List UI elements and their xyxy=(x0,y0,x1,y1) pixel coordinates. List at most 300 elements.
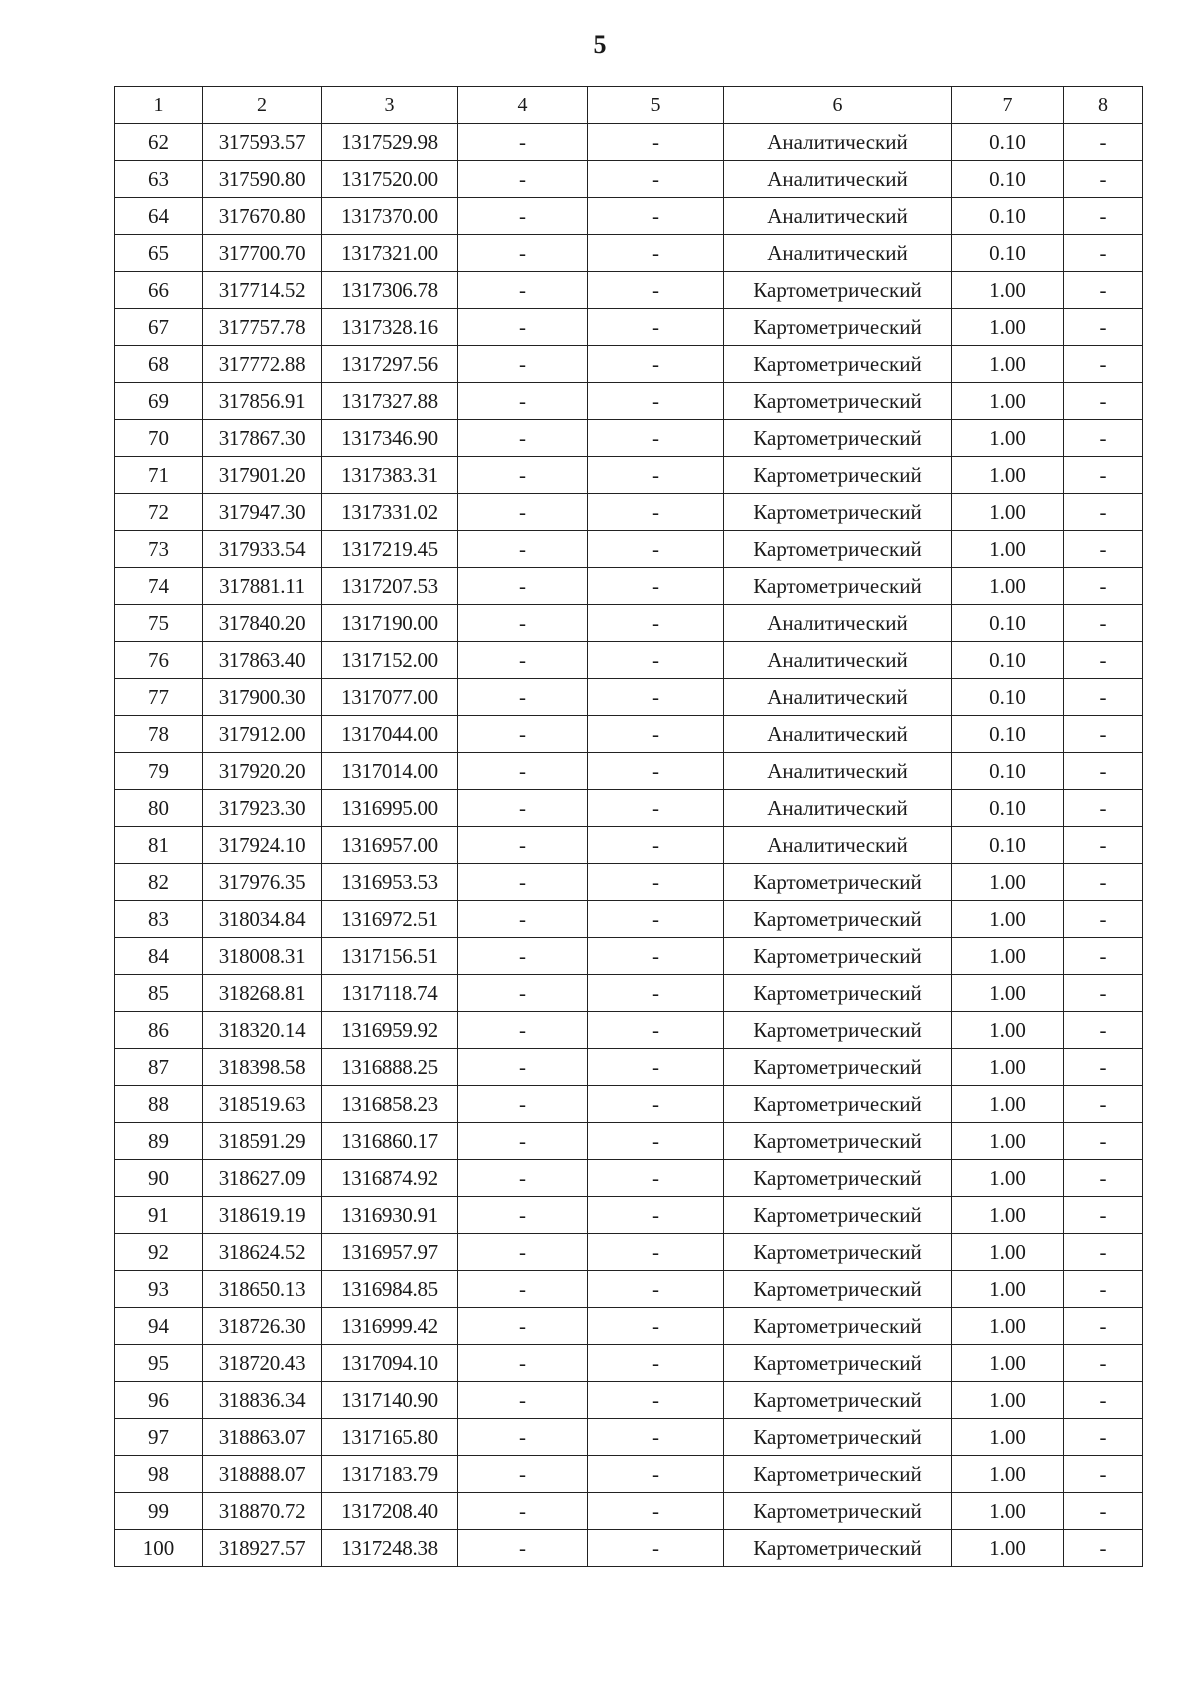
column-4-cell: - xyxy=(458,420,588,457)
x-coordinate-cell: 317700.70 xyxy=(203,235,322,272)
column-8-cell: - xyxy=(1064,642,1143,679)
table-row xyxy=(115,272,1143,309)
column-8-cell: - xyxy=(1064,568,1143,605)
column-8-cell: - xyxy=(1064,272,1143,309)
x-coordinate-cell: 318870.72 xyxy=(203,1493,322,1530)
table-row xyxy=(115,346,1143,383)
x-coordinate-cell: 317947.30 xyxy=(203,494,322,531)
accuracy-cell: 0.10 xyxy=(952,642,1064,679)
column-4-cell: - xyxy=(458,1382,588,1419)
accuracy-cell: 1.00 xyxy=(952,1345,1064,1382)
method-cell: Картометрический xyxy=(724,531,952,568)
accuracy-cell: 1.00 xyxy=(952,494,1064,531)
column-header: 3 xyxy=(322,87,458,124)
accuracy-cell: 1.00 xyxy=(952,975,1064,1012)
column-4-cell: - xyxy=(458,1012,588,1049)
column-4-cell: - xyxy=(458,1456,588,1493)
accuracy-cell: 0.10 xyxy=(952,605,1064,642)
column-8-cell: - xyxy=(1064,1419,1143,1456)
y-coordinate-cell: 1316953.53 xyxy=(322,864,458,901)
column-5-cell: - xyxy=(588,1308,724,1345)
method-cell: Картометрический xyxy=(724,494,952,531)
point-number-cell: 70 xyxy=(115,420,203,457)
column-8-cell: - xyxy=(1064,1123,1143,1160)
method-cell: Аналитический xyxy=(724,753,952,790)
table-row xyxy=(115,1308,1143,1345)
method-cell: Картометрический xyxy=(724,1123,952,1160)
column-header: 5 xyxy=(588,87,724,124)
accuracy-cell: 1.00 xyxy=(952,346,1064,383)
table-row xyxy=(115,790,1143,827)
y-coordinate-cell: 1316874.92 xyxy=(322,1160,458,1197)
column-5-cell: - xyxy=(588,1456,724,1493)
table-row xyxy=(115,309,1143,346)
x-coordinate-cell: 318720.43 xyxy=(203,1345,322,1382)
y-coordinate-cell: 1317165.80 xyxy=(322,1419,458,1456)
column-8-cell: - xyxy=(1064,1049,1143,1086)
table-row xyxy=(115,494,1143,531)
point-number-cell: 64 xyxy=(115,198,203,235)
column-4-cell: - xyxy=(458,1419,588,1456)
column-5-cell: - xyxy=(588,1086,724,1123)
column-header: 2 xyxy=(203,87,322,124)
column-5-cell: - xyxy=(588,1049,724,1086)
column-5-cell: - xyxy=(588,938,724,975)
column-4-cell: - xyxy=(458,679,588,716)
method-cell: Картометрический xyxy=(724,457,952,494)
accuracy-cell: 1.00 xyxy=(952,1382,1064,1419)
accuracy-cell: 1.00 xyxy=(952,1456,1064,1493)
method-cell: Картометрический xyxy=(724,1382,952,1419)
accuracy-cell: 1.00 xyxy=(952,864,1064,901)
point-number-cell: 96 xyxy=(115,1382,203,1419)
column-8-cell: - xyxy=(1064,346,1143,383)
point-number-cell: 72 xyxy=(115,494,203,531)
column-5-cell: - xyxy=(588,605,724,642)
column-4-cell: - xyxy=(458,1086,588,1123)
x-coordinate-cell: 317976.35 xyxy=(203,864,322,901)
table-row xyxy=(115,124,1143,161)
column-8-cell: - xyxy=(1064,1530,1143,1567)
column-header: 4 xyxy=(458,87,588,124)
column-4-cell: - xyxy=(458,1160,588,1197)
accuracy-cell: 1.00 xyxy=(952,531,1064,568)
y-coordinate-cell: 1317370.00 xyxy=(322,198,458,235)
column-4-cell: - xyxy=(458,1345,588,1382)
point-number-cell: 95 xyxy=(115,1345,203,1382)
column-5-cell: - xyxy=(588,1419,724,1456)
table-row xyxy=(115,383,1143,420)
y-coordinate-cell: 1317044.00 xyxy=(322,716,458,753)
column-8-cell: - xyxy=(1064,124,1143,161)
method-cell: Аналитический xyxy=(724,642,952,679)
method-cell: Картометрический xyxy=(724,1271,952,1308)
x-coordinate-cell: 317867.30 xyxy=(203,420,322,457)
column-5-cell: - xyxy=(588,975,724,1012)
x-coordinate-cell: 317772.88 xyxy=(203,346,322,383)
y-coordinate-cell: 1316930.91 xyxy=(322,1197,458,1234)
point-number-cell: 67 xyxy=(115,309,203,346)
method-cell: Картометрический xyxy=(724,975,952,1012)
table-header-row xyxy=(115,87,1143,124)
x-coordinate-cell: 318888.07 xyxy=(203,1456,322,1493)
column-4-cell: - xyxy=(458,1530,588,1567)
x-coordinate-cell: 317933.54 xyxy=(203,531,322,568)
column-8-cell: - xyxy=(1064,753,1143,790)
column-4-cell: - xyxy=(458,383,588,420)
method-cell: Аналитический xyxy=(724,790,952,827)
column-8-cell: - xyxy=(1064,1234,1143,1271)
column-header: 8 xyxy=(1064,87,1143,124)
point-number-cell: 83 xyxy=(115,901,203,938)
column-5-cell: - xyxy=(588,790,724,827)
column-8-cell: - xyxy=(1064,198,1143,235)
point-number-cell: 66 xyxy=(115,272,203,309)
column-8-cell: - xyxy=(1064,901,1143,938)
method-cell: Картометрический xyxy=(724,1456,952,1493)
point-number-cell: 81 xyxy=(115,827,203,864)
point-number-cell: 94 xyxy=(115,1308,203,1345)
column-8-cell: - xyxy=(1064,420,1143,457)
accuracy-cell: 1.00 xyxy=(952,1160,1064,1197)
point-number-cell: 100 xyxy=(115,1530,203,1567)
column-8-cell: - xyxy=(1064,531,1143,568)
column-5-cell: - xyxy=(588,679,724,716)
table-row xyxy=(115,642,1143,679)
column-8-cell: - xyxy=(1064,309,1143,346)
column-8-cell: - xyxy=(1064,1345,1143,1382)
column-4-cell: - xyxy=(458,1049,588,1086)
point-number-cell: 88 xyxy=(115,1086,203,1123)
column-5-cell: - xyxy=(588,383,724,420)
point-number-cell: 82 xyxy=(115,864,203,901)
point-number-cell: 77 xyxy=(115,679,203,716)
y-coordinate-cell: 1317077.00 xyxy=(322,679,458,716)
point-number-cell: 90 xyxy=(115,1160,203,1197)
column-8-cell: - xyxy=(1064,1086,1143,1123)
column-5-cell: - xyxy=(588,309,724,346)
column-5-cell: - xyxy=(588,235,724,272)
column-5-cell: - xyxy=(588,1123,724,1160)
point-number-cell: 98 xyxy=(115,1456,203,1493)
column-header: 7 xyxy=(952,87,1064,124)
column-8-cell: - xyxy=(1064,1160,1143,1197)
x-coordinate-cell: 317901.20 xyxy=(203,457,322,494)
table-row xyxy=(115,1530,1143,1567)
x-coordinate-cell: 317593.57 xyxy=(203,124,322,161)
column-4-cell: - xyxy=(458,827,588,864)
method-cell: Картометрический xyxy=(724,1493,952,1530)
column-4-cell: - xyxy=(458,1234,588,1271)
method-cell: Картометрический xyxy=(724,1419,952,1456)
column-4-cell: - xyxy=(458,605,588,642)
table-row xyxy=(115,975,1143,1012)
table-row xyxy=(115,235,1143,272)
x-coordinate-cell: 317912.00 xyxy=(203,716,322,753)
column-5-cell: - xyxy=(588,1271,724,1308)
y-coordinate-cell: 1316860.17 xyxy=(322,1123,458,1160)
table-row xyxy=(115,568,1143,605)
y-coordinate-cell: 1317207.53 xyxy=(322,568,458,605)
column-4-cell: - xyxy=(458,753,588,790)
x-coordinate-cell: 317923.30 xyxy=(203,790,322,827)
column-8-cell: - xyxy=(1064,864,1143,901)
y-coordinate-cell: 1317520.00 xyxy=(322,161,458,198)
column-4-cell: - xyxy=(458,457,588,494)
table-row xyxy=(115,864,1143,901)
method-cell: Аналитический xyxy=(724,235,952,272)
method-cell: Аналитический xyxy=(724,161,952,198)
accuracy-cell: 1.00 xyxy=(952,1271,1064,1308)
method-cell: Аналитический xyxy=(724,605,952,642)
method-cell: Картометрический xyxy=(724,938,952,975)
column-4-cell: - xyxy=(458,272,588,309)
accuracy-cell: 1.00 xyxy=(952,1493,1064,1530)
accuracy-cell: 1.00 xyxy=(952,1530,1064,1567)
column-8-cell: - xyxy=(1064,383,1143,420)
y-coordinate-cell: 1317529.98 xyxy=(322,124,458,161)
y-coordinate-cell: 1316888.25 xyxy=(322,1049,458,1086)
table-row xyxy=(115,1419,1143,1456)
point-number-cell: 87 xyxy=(115,1049,203,1086)
table-row xyxy=(115,1345,1143,1382)
point-number-cell: 79 xyxy=(115,753,203,790)
page-number: 5 xyxy=(593,30,607,59)
table-row xyxy=(115,161,1143,198)
table-row xyxy=(115,1456,1143,1493)
table-row xyxy=(115,1123,1143,1160)
column-4-cell: - xyxy=(458,716,588,753)
column-4-cell: - xyxy=(458,1308,588,1345)
column-8-cell: - xyxy=(1064,1012,1143,1049)
column-4-cell: - xyxy=(458,938,588,975)
x-coordinate-cell: 318650.13 xyxy=(203,1271,322,1308)
y-coordinate-cell: 1316957.00 xyxy=(322,827,458,864)
column-4-cell: - xyxy=(458,531,588,568)
column-5-cell: - xyxy=(588,827,724,864)
y-coordinate-cell: 1316959.92 xyxy=(322,1012,458,1049)
x-coordinate-cell: 318927.57 xyxy=(203,1530,322,1567)
column-5-cell: - xyxy=(588,1382,724,1419)
x-coordinate-cell: 318726.30 xyxy=(203,1308,322,1345)
table-row xyxy=(115,827,1143,864)
table-row xyxy=(115,1160,1143,1197)
y-coordinate-cell: 1317183.79 xyxy=(322,1456,458,1493)
accuracy-cell: 1.00 xyxy=(952,1012,1064,1049)
x-coordinate-cell: 318619.19 xyxy=(203,1197,322,1234)
table-row xyxy=(115,457,1143,494)
column-5-cell: - xyxy=(588,124,724,161)
column-4-cell: - xyxy=(458,901,588,938)
method-cell: Картометрический xyxy=(724,901,952,938)
y-coordinate-cell: 1317331.02 xyxy=(322,494,458,531)
x-coordinate-cell: 318863.07 xyxy=(203,1419,322,1456)
method-cell: Аналитический xyxy=(724,124,952,161)
x-coordinate-cell: 317670.80 xyxy=(203,198,322,235)
column-4-cell: - xyxy=(458,568,588,605)
column-8-cell: - xyxy=(1064,235,1143,272)
table-row xyxy=(115,531,1143,568)
column-8-cell: - xyxy=(1064,1382,1143,1419)
y-coordinate-cell: 1317140.90 xyxy=(322,1382,458,1419)
table-row xyxy=(115,1493,1143,1530)
method-cell: Картометрический xyxy=(724,420,952,457)
method-cell: Аналитический xyxy=(724,716,952,753)
x-coordinate-cell: 318624.52 xyxy=(203,1234,322,1271)
point-number-cell: 68 xyxy=(115,346,203,383)
accuracy-cell: 1.00 xyxy=(952,309,1064,346)
accuracy-cell: 1.00 xyxy=(952,1049,1064,1086)
column-5-cell: - xyxy=(588,1234,724,1271)
y-coordinate-cell: 1317152.00 xyxy=(322,642,458,679)
table-row xyxy=(115,1012,1143,1049)
column-5-cell: - xyxy=(588,494,724,531)
accuracy-cell: 0.10 xyxy=(952,679,1064,716)
column-5-cell: - xyxy=(588,346,724,383)
point-number-cell: 84 xyxy=(115,938,203,975)
method-cell: Аналитический xyxy=(724,679,952,716)
y-coordinate-cell: 1316957.97 xyxy=(322,1234,458,1271)
accuracy-cell: 1.00 xyxy=(952,901,1064,938)
y-coordinate-cell: 1317383.31 xyxy=(322,457,458,494)
column-8-cell: - xyxy=(1064,679,1143,716)
column-5-cell: - xyxy=(588,198,724,235)
column-8-cell: - xyxy=(1064,457,1143,494)
y-coordinate-cell: 1316972.51 xyxy=(322,901,458,938)
y-coordinate-cell: 1317248.38 xyxy=(322,1530,458,1567)
method-cell: Аналитический xyxy=(724,198,952,235)
column-4-cell: - xyxy=(458,975,588,1012)
method-cell: Картометрический xyxy=(724,1530,952,1567)
x-coordinate-cell: 318268.81 xyxy=(203,975,322,1012)
accuracy-cell: 0.10 xyxy=(952,198,1064,235)
x-coordinate-cell: 318008.31 xyxy=(203,938,322,975)
point-number-cell: 93 xyxy=(115,1271,203,1308)
point-number-cell: 91 xyxy=(115,1197,203,1234)
table-row xyxy=(115,1382,1143,1419)
accuracy-cell: 1.00 xyxy=(952,1197,1064,1234)
accuracy-cell: 1.00 xyxy=(952,420,1064,457)
accuracy-cell: 1.00 xyxy=(952,1123,1064,1160)
column-8-cell: - xyxy=(1064,1271,1143,1308)
method-cell: Картометрический xyxy=(724,1234,952,1271)
method-cell: Картометрический xyxy=(724,568,952,605)
method-cell: Картометрический xyxy=(724,272,952,309)
point-number-cell: 99 xyxy=(115,1493,203,1530)
x-coordinate-cell: 318034.84 xyxy=(203,901,322,938)
table-row xyxy=(115,1086,1143,1123)
accuracy-cell: 1.00 xyxy=(952,568,1064,605)
accuracy-cell: 1.00 xyxy=(952,1234,1064,1271)
table-row xyxy=(115,1049,1143,1086)
accuracy-cell: 0.10 xyxy=(952,753,1064,790)
column-5-cell: - xyxy=(588,272,724,309)
point-number-cell: 62 xyxy=(115,124,203,161)
y-coordinate-cell: 1317346.90 xyxy=(322,420,458,457)
point-number-cell: 97 xyxy=(115,1419,203,1456)
method-cell: Картометрический xyxy=(724,1160,952,1197)
x-coordinate-cell: 318627.09 xyxy=(203,1160,322,1197)
column-5-cell: - xyxy=(588,457,724,494)
column-header: 1 xyxy=(115,87,203,124)
point-number-cell: 76 xyxy=(115,642,203,679)
column-4-cell: - xyxy=(458,864,588,901)
x-coordinate-cell: 318591.29 xyxy=(203,1123,322,1160)
column-8-cell: - xyxy=(1064,1308,1143,1345)
accuracy-cell: 0.10 xyxy=(952,716,1064,753)
column-4-cell: - xyxy=(458,161,588,198)
x-coordinate-cell: 317840.20 xyxy=(203,605,322,642)
y-coordinate-cell: 1316999.42 xyxy=(322,1308,458,1345)
point-number-cell: 65 xyxy=(115,235,203,272)
x-coordinate-cell: 317920.20 xyxy=(203,753,322,790)
column-8-cell: - xyxy=(1064,938,1143,975)
y-coordinate-cell: 1317297.56 xyxy=(322,346,458,383)
column-8-cell: - xyxy=(1064,1493,1143,1530)
column-4-cell: - xyxy=(458,346,588,383)
accuracy-cell: 1.00 xyxy=(952,1308,1064,1345)
point-number-cell: 86 xyxy=(115,1012,203,1049)
table-row xyxy=(115,420,1143,457)
column-4-cell: - xyxy=(458,494,588,531)
accuracy-cell: 0.10 xyxy=(952,790,1064,827)
column-8-cell: - xyxy=(1064,827,1143,864)
y-coordinate-cell: 1317094.10 xyxy=(322,1345,458,1382)
method-cell: Картометрический xyxy=(724,309,952,346)
point-number-cell: 92 xyxy=(115,1234,203,1271)
column-5-cell: - xyxy=(588,1493,724,1530)
column-5-cell: - xyxy=(588,901,724,938)
y-coordinate-cell: 1317208.40 xyxy=(322,1493,458,1530)
column-4-cell: - xyxy=(458,1123,588,1160)
accuracy-cell: 1.00 xyxy=(952,457,1064,494)
column-5-cell: - xyxy=(588,1345,724,1382)
point-number-cell: 73 xyxy=(115,531,203,568)
y-coordinate-cell: 1316984.85 xyxy=(322,1271,458,1308)
method-cell: Картометрический xyxy=(724,1308,952,1345)
table-row xyxy=(115,1271,1143,1308)
point-number-cell: 71 xyxy=(115,457,203,494)
method-cell: Картометрический xyxy=(724,346,952,383)
coordinates-table xyxy=(114,86,1143,1567)
accuracy-cell: 0.10 xyxy=(952,161,1064,198)
column-5-cell: - xyxy=(588,642,724,679)
table-body xyxy=(115,124,1143,1567)
x-coordinate-cell: 317714.52 xyxy=(203,272,322,309)
column-4-cell: - xyxy=(458,198,588,235)
table-row xyxy=(115,901,1143,938)
y-coordinate-cell: 1317321.00 xyxy=(322,235,458,272)
column-4-cell: - xyxy=(458,1271,588,1308)
accuracy-cell: 0.10 xyxy=(952,235,1064,272)
method-cell: Аналитический xyxy=(724,827,952,864)
accuracy-cell: 1.00 xyxy=(952,383,1064,420)
column-8-cell: - xyxy=(1064,1456,1143,1493)
x-coordinate-cell: 317856.91 xyxy=(203,383,322,420)
point-number-cell: 74 xyxy=(115,568,203,605)
point-number-cell: 63 xyxy=(115,161,203,198)
table-row xyxy=(115,1197,1143,1234)
column-8-cell: - xyxy=(1064,790,1143,827)
accuracy-cell: 0.10 xyxy=(952,124,1064,161)
x-coordinate-cell: 318519.63 xyxy=(203,1086,322,1123)
method-cell: Картометрический xyxy=(724,1049,952,1086)
point-number-cell: 89 xyxy=(115,1123,203,1160)
accuracy-cell: 0.10 xyxy=(952,827,1064,864)
accuracy-cell: 1.00 xyxy=(952,1419,1064,1456)
x-coordinate-cell: 318398.58 xyxy=(203,1049,322,1086)
column-4-cell: - xyxy=(458,235,588,272)
